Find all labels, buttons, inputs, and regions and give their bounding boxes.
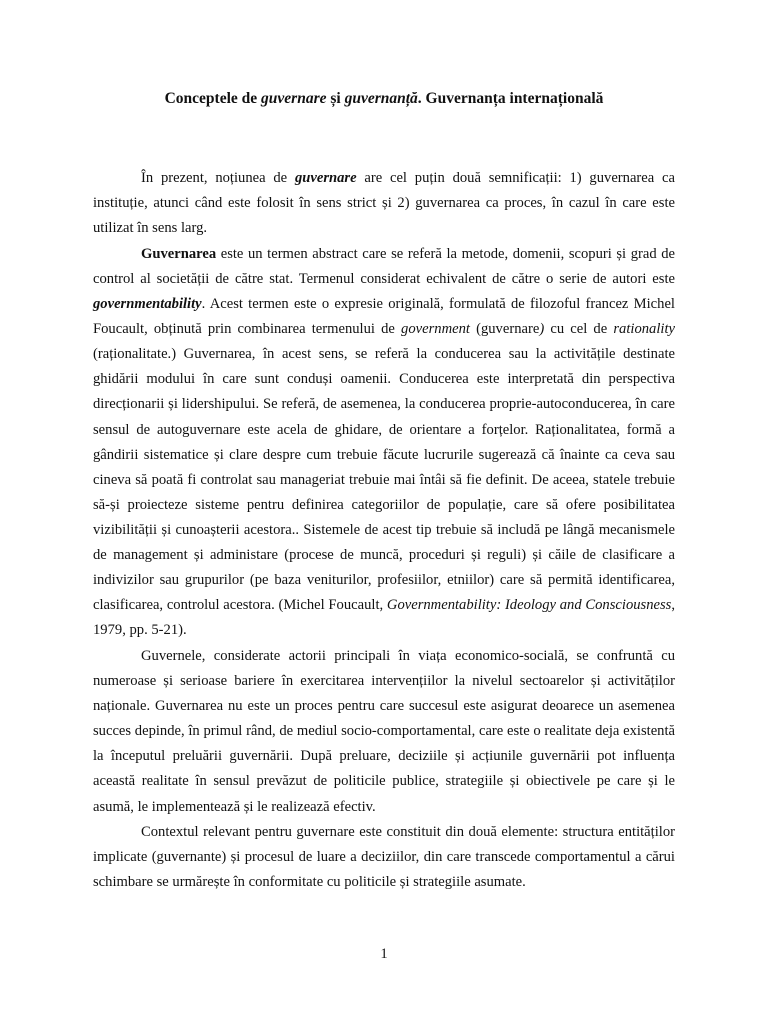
paragraph-2-italic: government <box>401 321 470 338</box>
paragraph-2-emphasis: governmentability <box>93 296 202 313</box>
paragraph-2-emphasis: Guvernarea <box>141 245 217 262</box>
paragraph-2-text: cu cel de <box>544 321 614 338</box>
paragraph-2-text: . Acest termen este o expresie originală, formulată de filozoful francez Michel Foucault, obținută prin combinarea termenului de <box>93 296 675 338</box>
paragraph-2-italic: rationality <box>613 321 675 338</box>
paragraph-4 <box>93 820 675 895</box>
page-number: 1 <box>380 946 388 962</box>
paragraph-3 <box>93 644 675 820</box>
paragraph-2-text: , 1979, pp. 5-21). <box>93 597 676 639</box>
title-part-2: guvernare <box>261 90 327 107</box>
paragraph-2-text: este un termen abstract care se referă la metode, domenii, scopuri și grad de control al societății de către stat. Termenul considerat echivalent de către o serie de autori este <box>93 245 675 287</box>
title-part-5: . Guvernanța internațională <box>417 90 604 107</box>
paragraph-2-text: (guvernare <box>469 321 540 338</box>
document-body <box>93 166 675 896</box>
paragraph-1-text: În prezent, noțiunea de <box>141 170 295 186</box>
paragraph-4-text: Contextul relevant pentru guvernare este constituit din două elemente: structura entităților implicate (guvernante) și procesul de luare a deciziilor, din care transcede comportamentul a cărui schimbare se urmărește în conformitate cu politicile și strategiile asumate. <box>93 824 675 891</box>
paragraph-2-text: (raționalitate.) Guvernarea, în acest sens, se referă la conducerea sau la activitățile destinate ghidării modului în care sunt conduși oamenii. Conducerea este interpretată din perspectiva direcționarii și lidershipului. Se referă, de asemenea, la conducerea proprie-autoconducerea, în care sensul de autoguvernare este acela de ghidare, de orientare a forțelor. Raționalitatea, formă a gândirii sistematice și clare despre cum trebuie făcute lucrurile sugerează că înainte ca ceva sau cineva să poată fi controlat sau manageriat trebuie mai întâi să fie definit. De aceea, statele trebuie să-și proiecteze sisteme pentru definirea categoriilor de populație, care să ofere posibilitatea vizibilității și cunoașterii acestora.. Sistemele de acest tip trebuie să includă pe lângă mecanismele de management și administare (procese de muncă, proceduri și reguli) și căile de clasificare a indivizilor sau grupurilor (pe baza veniturilor, profesiilor, etniilor) care să permită identificarea, clasificarea, controlul acestora. (Michel Foucault, <box>93 346 675 614</box>
title-part-3: și <box>326 90 345 107</box>
paragraph-1-emphasis: guvernare <box>294 170 357 186</box>
paragraph-1-text: are cel puțin două semnificații: 1) guvernarea ca instituție, atunci când este folosit în sens strict și 2) guvernarea ca proces, în cazul în care este utilizat în sens larg. <box>93 170 675 237</box>
document-title <box>0 89 768 109</box>
paragraph-2-citation-title: Governmentability: Ideology and Consciousness <box>386 597 672 614</box>
paragraph-2 <box>93 242 675 644</box>
paragraph-3-text: Guvernele, considerate actorii principali în viața economico-socială, se confruntă cu numeroase și serioase bariere în exercitarea intervențiilor la nivelul sectoarelor și activităților naționale. Guvernarea nu este un proces pentru care succesul este asigurat deoarece un asemenea succes depinde, în primul rând, de mediul socio-comportamental, care este o realitate deja existentă la începutul preluării guvernării. După preluare, deciziile și acțiunile guvernării pot influența această realitate în sensul prevăzut de politicile publice, strategiile și obiectivele pe care și le asumă, le implementează și le realizează efectiv. <box>93 647 675 815</box>
title-part-4: guvernanță <box>344 90 418 107</box>
title-part-1: Conceptele de <box>164 90 262 107</box>
paragraph-1 <box>93 166 675 241</box>
paragraph-2-italic: ) <box>539 321 545 338</box>
